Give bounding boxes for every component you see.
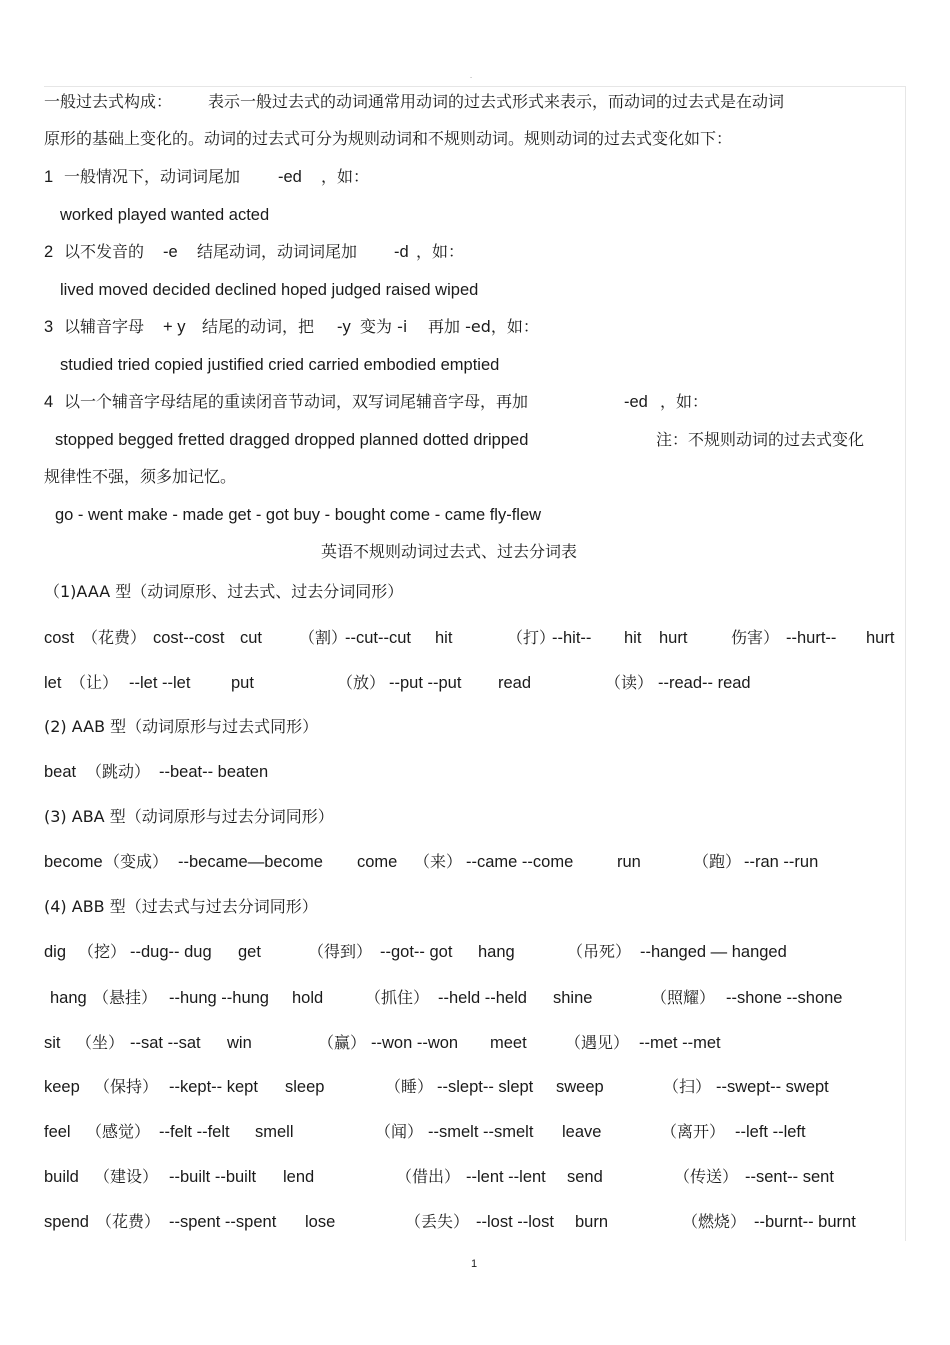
verb-forms: --left --left: [735, 1123, 806, 1141]
rule-4-text: 以一个辅音字母结尾的重读闭音节动词，双写词尾辅音字母，再加: [64, 392, 529, 411]
verb-forms: --read-- read: [658, 674, 751, 692]
verb-meaning: （丢失）: [405, 1212, 470, 1231]
verb-word: build: [44, 1168, 79, 1186]
verb-word: lend: [283, 1168, 315, 1186]
verb-word: burn: [575, 1213, 609, 1231]
rule-2-examples: lived moved decided declined hoped judged raised wiped: [60, 281, 479, 299]
verb-word: meet: [490, 1034, 527, 1052]
verb-word: spend: [44, 1213, 89, 1231]
verb-forms: --came --come: [466, 853, 574, 871]
verb-forms: --built --built: [169, 1168, 257, 1186]
rule-3-text: 以辅音字母: [64, 317, 145, 336]
section-aba-heading: (3) ABA 型（动词原形与过去分词同形）: [44, 807, 334, 826]
rule-3-minus-y: -y: [337, 318, 351, 336]
verb-meaning: （花费）: [82, 628, 147, 647]
verb-meaning: （打）: [507, 628, 556, 647]
page-frame-top: [44, 86, 906, 87]
intro-line2: 原形的基础上变化的。动词的过去式可分为规则动词和不规则动词。规则动词的过去式变化如下：: [44, 129, 733, 148]
verb-word: hold: [292, 989, 324, 1007]
rule-1-suffix: -ed: [278, 168, 302, 186]
verb-meaning: （变成）: [104, 852, 169, 871]
verb-forms: --met --met: [639, 1034, 721, 1052]
verb-meaning: （跳动）: [86, 762, 151, 781]
rule-3-text3: 变为 -i: [360, 317, 408, 336]
verb-meaning: （读）: [605, 673, 654, 692]
verb-word: sit: [44, 1034, 61, 1052]
rule-3-number: 3: [44, 318, 54, 336]
verb-forms: --became—become: [178, 853, 323, 871]
verb-meaning: （得到）: [308, 942, 373, 961]
verb-meaning: （来）: [414, 852, 463, 871]
verb-forms: --smelt --smelt: [428, 1123, 534, 1141]
verb-word: lose: [305, 1213, 336, 1231]
rule-1-number: 1: [44, 168, 54, 186]
verb-forms: --burnt-- burnt: [754, 1213, 856, 1231]
verb-forms: --shone --shone: [726, 989, 843, 1007]
verb-word: beat: [44, 763, 77, 781]
verb-word: keep: [44, 1078, 80, 1096]
rule-1-tail: ，如：: [321, 167, 370, 186]
rule-2-d: -d: [394, 243, 409, 261]
table-title: 英语不规则动词过去式、过去分词表: [321, 542, 578, 561]
verb-forms: --swept-- swept: [716, 1078, 829, 1096]
verb-word: hit: [624, 629, 642, 647]
rule-4-number: 4: [44, 393, 54, 411]
verb-word: put: [231, 674, 254, 692]
verb-forms: --beat-- beaten: [159, 763, 269, 781]
verb-meaning: （坐）: [76, 1033, 125, 1052]
rule-2-text: 以不发音的: [64, 242, 145, 261]
rule-3-text2: 结尾的动词，把: [202, 317, 315, 336]
verb-forms: --dug-- dug: [130, 943, 212, 961]
verb-meaning: （让）: [70, 673, 119, 692]
section-abb-heading: (4) ABB 型（过去式与过去分词同形）: [44, 897, 318, 916]
verb-forms: --sent-- sent: [745, 1168, 834, 1186]
verb-word: smell: [255, 1123, 294, 1141]
verb-meaning: （照耀）: [651, 988, 716, 1007]
verb-meaning: （感觉）: [86, 1122, 151, 1141]
rule-1-text: 一般情况下，动词词尾加: [64, 167, 241, 186]
rule-3-examples: studied tried copied justified cried carried embodied emptied: [60, 356, 500, 374]
verb-forms: --got-- got: [380, 943, 453, 961]
note-examples: go - went make - made get - got buy - bought come - came fly-flew: [55, 506, 542, 524]
verb-word: feel: [44, 1123, 71, 1141]
section-aaa-heading: （1)AAA 型（动词原形、过去式、过去分词同形）: [44, 582, 404, 601]
verb-word: win: [227, 1034, 252, 1052]
rule-2-number: 2: [44, 243, 54, 261]
verb-word: let: [44, 674, 62, 692]
verb-word: dig: [44, 943, 67, 961]
verb-forms: --ran --run: [744, 853, 819, 871]
rule-4-tail: ，如：: [660, 392, 709, 411]
verb-meaning: （闻）: [375, 1122, 424, 1141]
verb-word: hit: [435, 629, 453, 647]
verb-forms: --slept-- slept: [437, 1078, 534, 1096]
verb-meaning: （离开）: [661, 1122, 726, 1141]
verb-meaning: （跑）: [693, 852, 742, 871]
rule-2-tail: ，如：: [416, 242, 465, 261]
verb-forms: --put --put: [389, 674, 462, 692]
verb-forms: --felt --felt: [159, 1123, 230, 1141]
verb-meaning: 伤害）: [731, 628, 780, 647]
verb-forms: --spent --spent: [169, 1213, 277, 1231]
verb-meaning: （挖）: [78, 942, 127, 961]
verb-forms: --kept-- kept: [169, 1078, 258, 1096]
verb-meaning: （割）: [299, 628, 348, 647]
verb-word: get: [238, 943, 261, 961]
rule-4-suffix: -ed: [624, 393, 648, 411]
verb-forms: --held --held: [438, 989, 527, 1007]
verb-meaning: （赢）: [318, 1033, 367, 1052]
intro-line1: 表示一般过去式的动词通常用动词的过去式形式来表示，而动词的过去式是在动词: [208, 92, 785, 111]
rule-4-examples: stopped begged fretted dragged dropped planned dotted dripped: [55, 431, 529, 449]
rule-1-examples: worked played wanted acted: [60, 206, 270, 224]
verb-meaning: （悬挂）: [93, 988, 158, 1007]
note-part2: 规律性不强，须多加记忆。: [44, 467, 237, 486]
verb-meaning: （燃烧）: [682, 1212, 747, 1231]
verb-forms: cost--cost: [153, 629, 225, 647]
verb-word: run: [617, 853, 641, 871]
verb-meaning: （放）: [337, 673, 386, 692]
verb-meaning: （传送）: [674, 1167, 739, 1186]
verb-word: come: [357, 853, 398, 871]
verb-word: become: [44, 853, 103, 871]
verb-meaning: （借出）: [396, 1167, 461, 1186]
verb-meaning: （遇见）: [565, 1033, 630, 1052]
page-number: 1: [471, 1258, 478, 1270]
verb-forms: --lent --lent: [466, 1168, 546, 1186]
verb-forms: --lost --lost: [476, 1213, 554, 1231]
verb-forms: --hurt--: [786, 629, 837, 647]
verb-meaning: （睡）: [385, 1077, 434, 1096]
verb-meaning: （扫）: [663, 1077, 712, 1096]
verb-meaning: （花费）: [96, 1212, 161, 1231]
page-marker: -: [470, 74, 473, 81]
verb-forms: --hit--: [552, 629, 592, 647]
rule-3-tail: 再加 -ed，如：: [428, 317, 539, 336]
verb-forms: --let --let: [129, 674, 191, 692]
verb-forms: --hung --hung: [169, 989, 269, 1007]
verb-word: cost: [44, 629, 75, 647]
note-part1: 注：不规则动词的过去式变化: [656, 430, 865, 449]
verb-word: shine: [553, 989, 593, 1007]
page-frame-right: [905, 86, 906, 1241]
verb-forms: --cut--cut: [345, 629, 411, 647]
verb-word: sleep: [285, 1078, 325, 1096]
intro-label: 一般过去式构成：: [44, 92, 173, 111]
verb-word: send: [567, 1168, 603, 1186]
verb-word: hurt: [659, 629, 688, 647]
verb-meaning: （保持）: [94, 1077, 159, 1096]
verb-word: read: [498, 674, 532, 692]
section-aab-heading: (2) AAB 型（动词原形与过去式同形）: [44, 717, 319, 736]
verb-meaning: （抓住）: [365, 988, 430, 1007]
verb-forms: --sat --sat: [130, 1034, 201, 1052]
rule-3-y: + y: [163, 318, 186, 336]
verb-word: hurt: [866, 629, 895, 647]
verb-meaning: （建设）: [94, 1167, 159, 1186]
rule-2-e: -e: [163, 243, 178, 261]
verb-word: cut: [240, 629, 263, 647]
rule-2-text2: 结尾动词，动词词尾加: [197, 242, 358, 261]
verb-word: leave: [562, 1123, 602, 1141]
verb-forms: --hanged — hanged: [640, 943, 787, 961]
verb-word: sweep: [556, 1078, 604, 1096]
verb-meaning: （吊死）: [567, 942, 632, 961]
verb-forms: --won --won: [371, 1034, 459, 1052]
verb-word: hang: [478, 943, 515, 961]
verb-word: hang: [50, 989, 87, 1007]
